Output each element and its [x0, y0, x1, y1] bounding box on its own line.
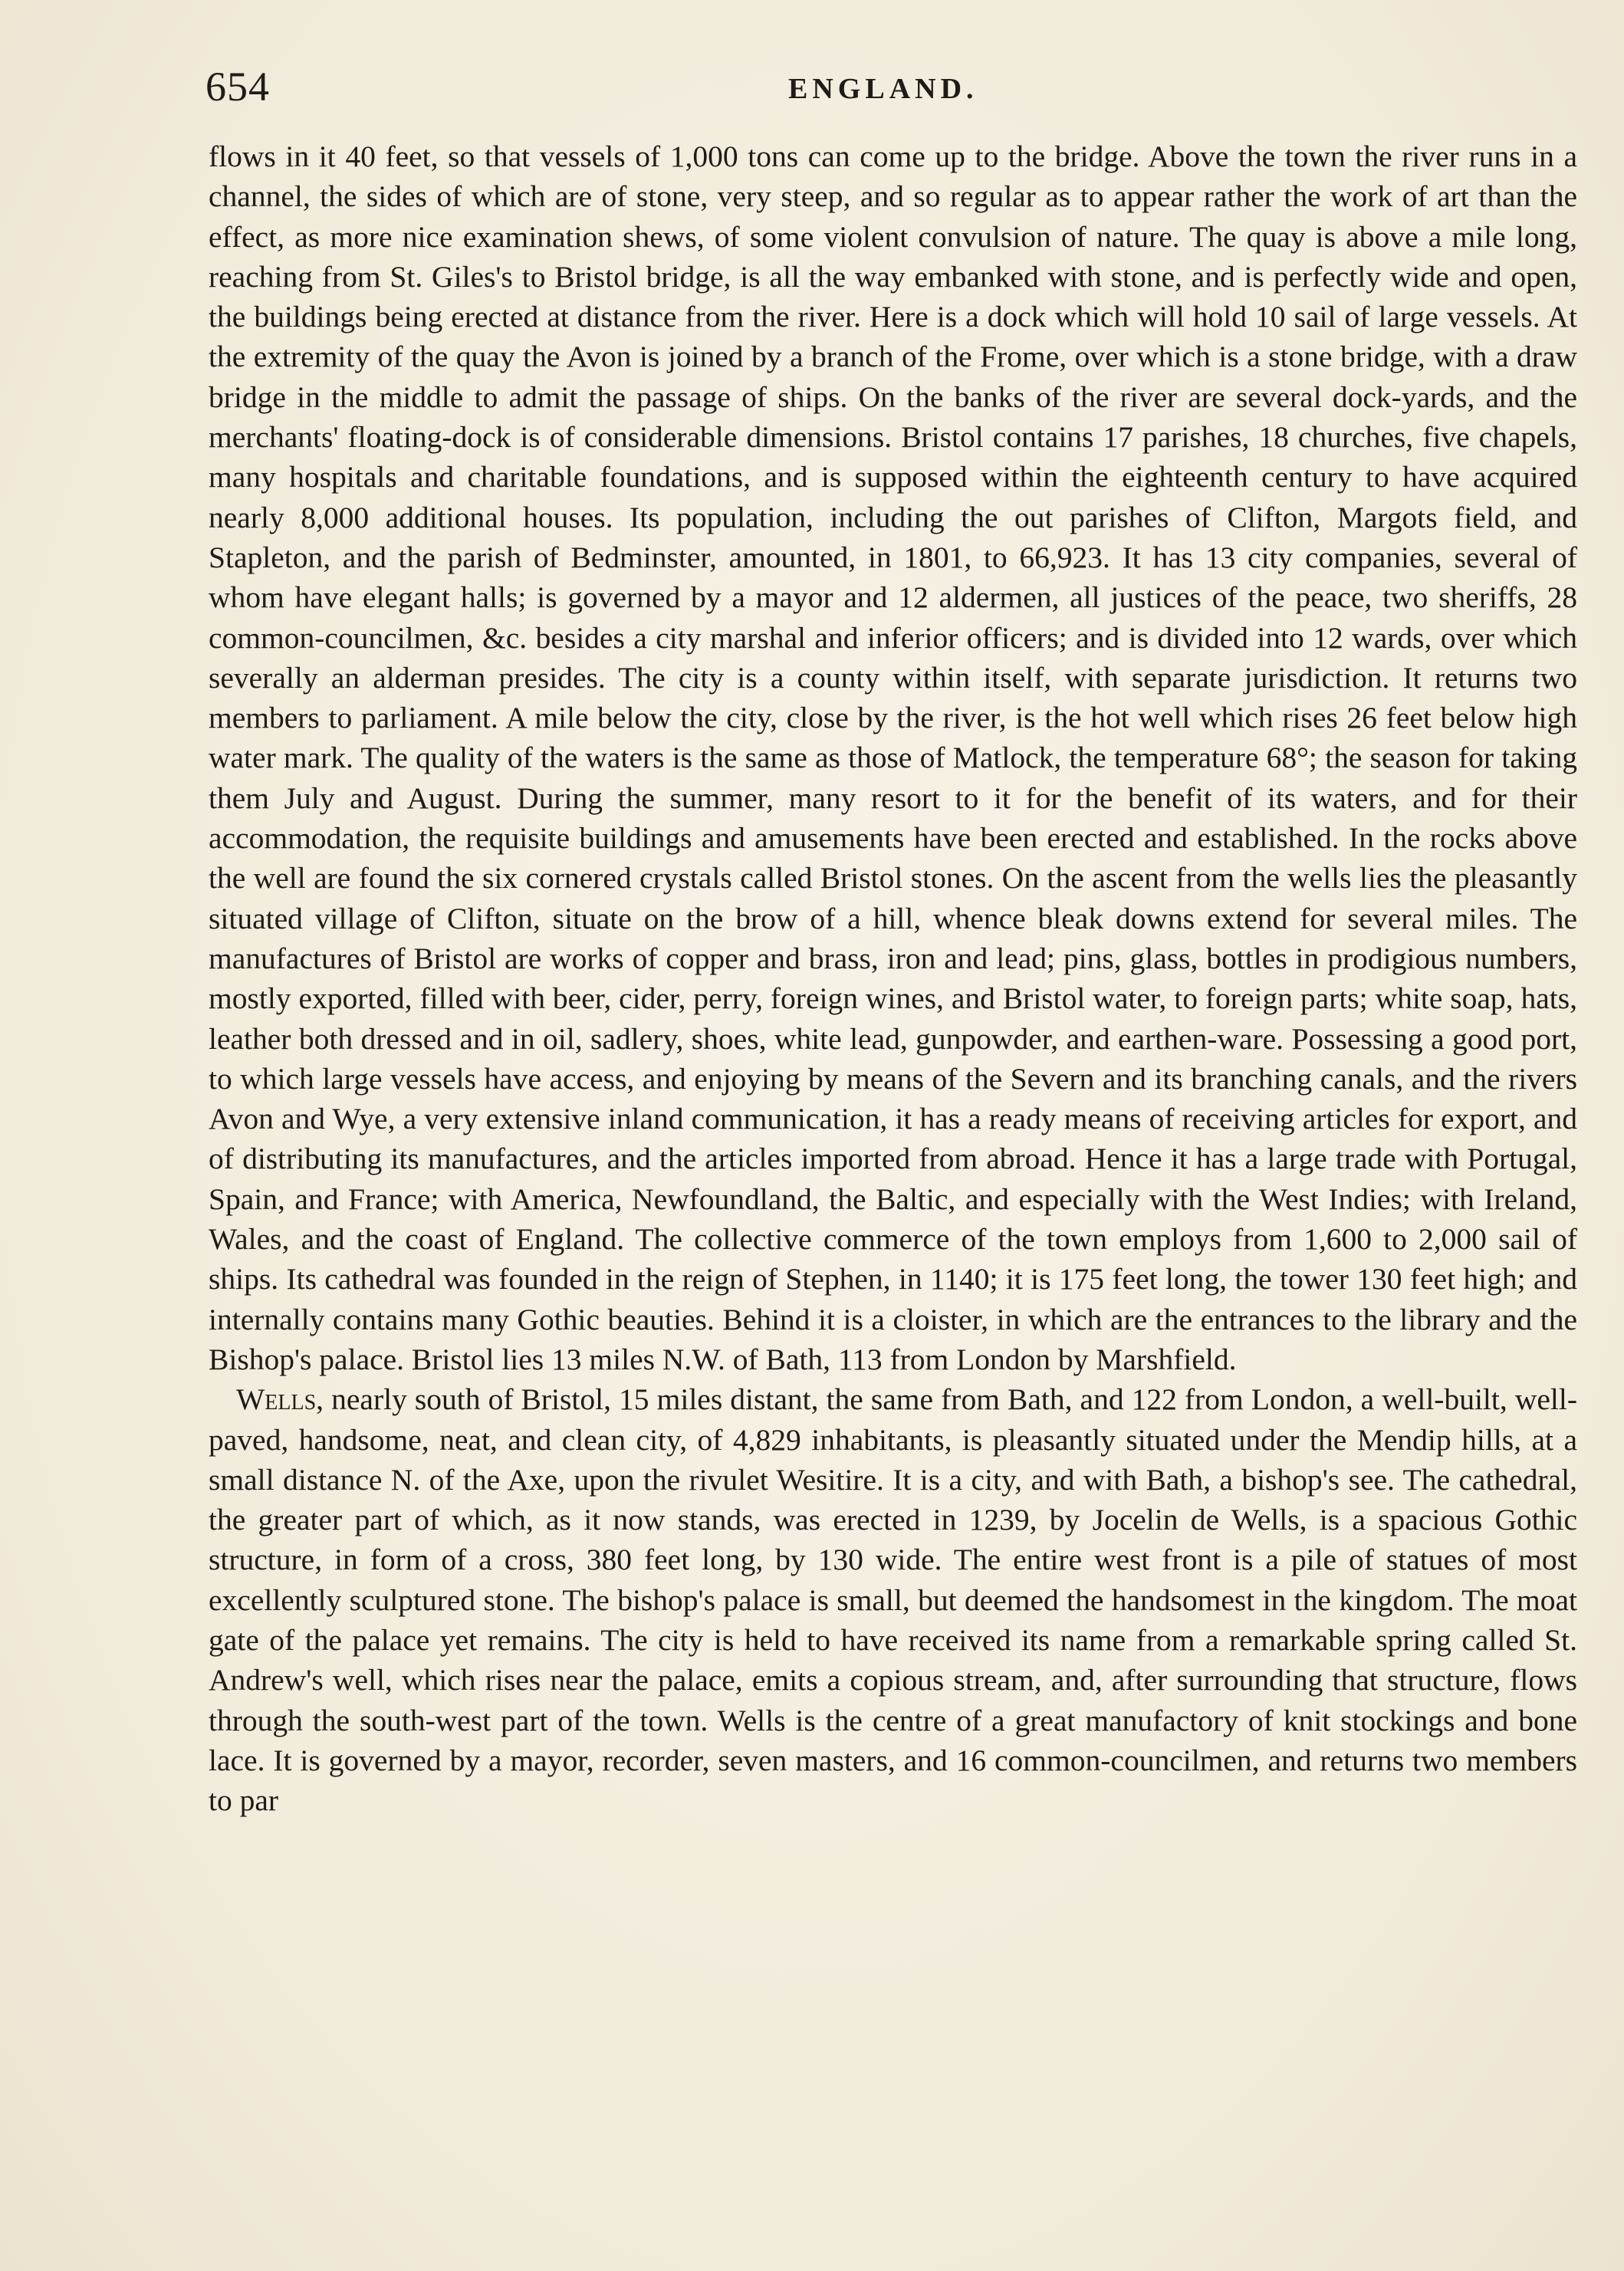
- page-header: [205, 63, 1580, 117]
- running-head: ENGLAND.: [788, 73, 978, 105]
- entry-heading: Wells: [236, 1382, 317, 1417]
- paragraph-text: flows in it 40 feet, so that vessels of 1,000 tons can come up to the bridge. Above the town the river runs in a channel, the sides of which are of stone, very steep, and so regular as to appear rather the work of art than the effect, as more nice examination shews, of some violent convulsion of nature. The quay is above a mile long, reaching from St. Giles's to Bristol bridge, is all the way embanked with stone, and is perfectly wide and open, the buildings being erected at distance from the river. Here is a dock which will hold 10 sail of large vessels. At the extremity of the quay the Avon is joined by a branch of the Frome, over which is a stone bridge, with a draw bridge in the middle to admit the passage of ships. On the banks of the river are several dock-yards, and the merchants' floating-dock is of considerable dimensions. Bristol contains 17 parishes, 18 churches, five chapels, many hospitals and charitable foundations, and is supposed within the eighteenth century to have acquired nearly 8,000 additional houses. Its population, including the out parishes of Clifton, Margots field, and Stapleton, and the parish of Bedminster, amounted, in 1801, to 66,923. It has 13 city companies, several of whom have elegant halls; is governed by a mayor and 12 aldermen, all justices of the peace, two sheriffs, 28 common-councilmen, &c. besides a city marshal and inferior officers; and is divided into 12 wards, over which severally an alderman presides. The city is a county within itself, with separate jurisdiction. It returns two members to parliament. A mile below the city, close by the river, is the hot well which rises 26 feet below high water mark. The quality of the waters is the same as those of Matlock, the temperature 68°; the season for taking them July and August. During the summer, many resort to it for the benefit of its waters, and for their accommodation, the requisite buildings and amusements have been erected and established. In the rocks above the well are found the six cornered crystals called Bristol stones. On the ascent from the wells lies the pleasantly situated village of Clifton, situate on the brow of a hill, whence bleak downs extend for several miles. The manufactures of Bristol are works of copper and brass, iron and lead; pins, glass, bottles in prodigious numbers, mostly exported, filled with beer, cider, perry, foreign wines, and Bristol water, to foreign parts; white soap, hats, leather both dressed and in oil, sadlery, shoes, white lead, gunpowder, and earthen-ware. Possessing a good port, to which large vessels have access, and enjoying by means of the Severn and its branching canals, and the rivers Avon and Wye, a very extensive inland communication, it has a ready means of receiving articles for export, and of distributing its manufactures, and the articles imported from abroad. Hence it has a large trade with Portugal, Spain, and France; with America, Newfoundland, the Baltic, and especially with the West Indies; with Ireland, Wales, and the coast of England. The collective commerce of the town employs from 1,600 to 2,000 sail of ships. Its cathedral was founded in the reign of Stephen, in 1140; it is 175 feet long, the tower 130 feet high; and internally contains many Gothic beauties. Behind it is a cloister, in which are the entrances to the library and the Bishop's palace. Bristol lies 13 miles N.W. of Bath, 113 from London by Marshfield.: [209, 140, 1577, 1376]
- page-number: 654: [205, 64, 270, 110]
- paragraph-wells: [209, 1379, 1577, 1820]
- paragraph-bristol: [209, 136, 1577, 1379]
- paragraph-text: , nearly south of Bristol, 15 miles distant, the same from Bath, and 122 from London, a well-built, well-paved, handsome, neat, and clean city, of 4,829 inhabitants, is pleasantly situated under the Mendip hills, at a small distance N. of the Axe, upon the rivulet Wesitire. It is a city, and with Bath, a bishop's see. The cathedral, the greater part of which, as it now stands, was erected in 1239, by Jocelin de Wells, is a spacious Gothic structure, in form of a cross, 380 feet long, by 130 wide. The entire west front is a pile of statues of most excellently sculptured stone. The bishop's palace is small, but deemed the handsomest in the kingdom. The moat gate of the palace yet remains. The city is held to have received its name from a remarkable spring called St. Andrew's well, which rises near the palace, emits a copious stream, and, after surrounding that structure, flows through the south-west part of the town. Wells is the centre of a great manufactory of knit stockings and bone lace. It is governed by a mayor, recorder, seven masters, and 16 common-councilmen, and returns two members to par: [209, 1382, 1577, 1818]
- body-text: [209, 136, 1577, 1820]
